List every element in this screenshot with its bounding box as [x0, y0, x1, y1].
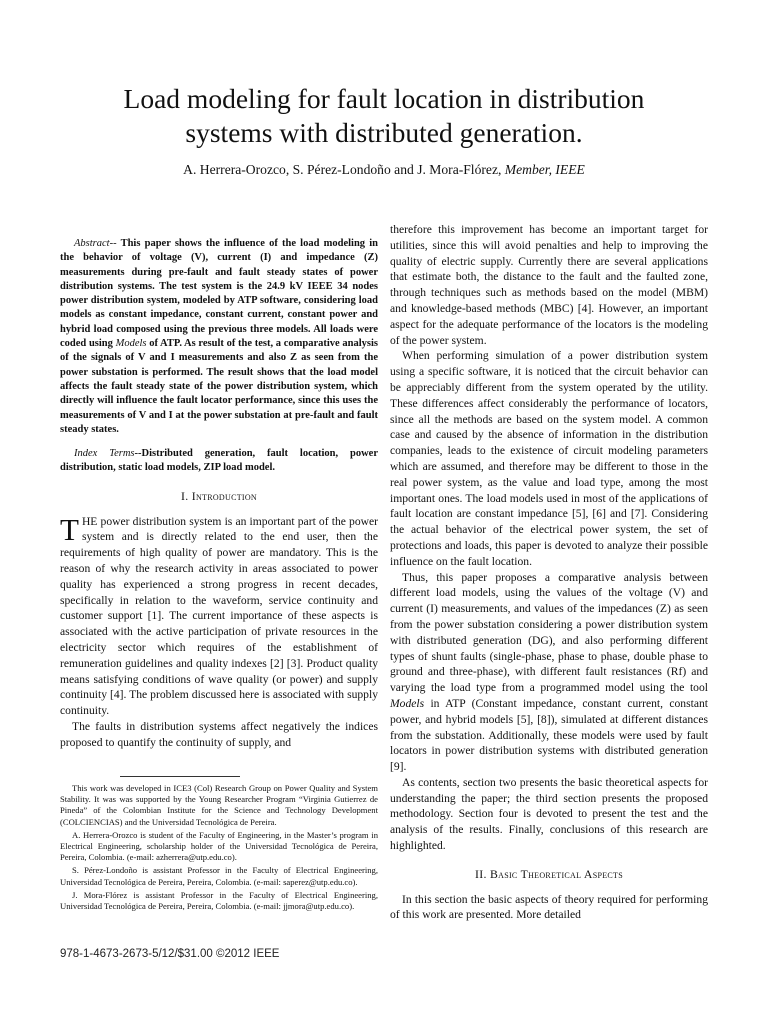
index-terms	[60, 447, 378, 476]
right-paragraph-3-text-a: Thus, this paper proposes a comparative analysis between different load models, using the values of the voltage (V) and current (I) measurements, and values of the impedances (Z) as seen from the power substation considering a power distribution system with distributed generation (DG), and also performing different types of shunt faults (single-phase, phase to phase, double phase to ground and three-phase), with different fault resistances (Rf) and varying the load type from a programmed model using the tool	[390, 570, 708, 695]
abstract-label: Abstract--	[74, 238, 117, 249]
footnotes	[60, 783, 378, 914]
copyright-notice: 978-1-4673-2673-5/12/$31.00 ©2012 IEEE	[60, 948, 280, 960]
abstract-text-2: of ATP. As result of the test, a comparative analysis of the signals of V and I measurements and also Z as seen from the power substation is performed. The result shows that the load model affects the fault steady state of the power distribution system, which directly will influence the fault locator performance, since this uses the measurements of V and I at the power substation at pre-fault and fault steady states.	[60, 338, 378, 435]
index-terms-text: --Distributed generation, fault location, power distribution, static load models, ZIP load model.	[60, 448, 379, 474]
footnote-author-2: S. Pérez-Londoño is assistant Professor in the Faculty of Electrical Engineering, Universidad Tecnológica de Pereira, Pereira, Colombia. (e-mail: saperez@utp.edu.co).	[60, 865, 378, 887]
footnote-rule	[120, 776, 240, 777]
right-paragraph-3	[390, 570, 708, 775]
abstract-models: Models	[115, 338, 147, 350]
section-1-heading: I. Introduction	[180, 488, 258, 503]
abstract-text-1: This paper shows the influence of the load modeling in the behavior of voltage (V), current (I) and impedance (Z) measurements during pre-fault and fault steady states of power distribution systems. The test system is the 24.9 kV IEEE 34 nodes power distribution system, modeled by ATP software, considering load models as constant impedance, constant current, constant power and hybrid load composed using the previous three models. All loads were coded using	[60, 238, 378, 350]
abstract	[60, 237, 378, 437]
right-column	[390, 222, 708, 923]
right-paragraph-3-text-b: in ATP (Constant impedance, constant current, constant power, and hybrid models [5], [8]), simulated at different distances from the substation. Additionally, these models were used by fault locators in power distribution systems with distributed generation [9].	[390, 696, 708, 774]
index-terms-label: Index Terms	[74, 448, 135, 460]
paper-title	[40, 82, 728, 150]
footnote-author-3: J. Mora-Flórez is assistant Professor in the Faculty of Electrical Engineering, Universidad Tecnológica de Pereira, Pereira, Colombia. (e-mail: jjmora@utp.edu.co).	[60, 889, 378, 912]
author-line	[40, 161, 728, 179]
footnote-author-1: A. Herrera-Orozco is student of the Faculty of Engineering, in the Master’s program in Electrical Engineering, scholarship holder of the Universidad Tecnológica de Pereira, Pereira, Colombia. (e-mail: azherrera@utp.edu.co).	[60, 829, 378, 863]
right-paragraph-3-models: Models	[390, 696, 425, 710]
author-names: A. Herrera-Orozco, S. Pérez-Londoño and J. Mora-Flórez,	[183, 162, 502, 177]
right-paragraph-2: When performing simulation of a power distribution system using a specific software, it is noticed that the circuit behavior can be appreciably different from the system operated by the utility. These differences affect considerably the performance of locators, since all the methods are based on the system model. A common case and caused by the absence of information in the distribution companies, leads to the existence of circuit modeling parameters which are assumed, and therefore may be different to those in the real power system, as the value and load type, among the most important ones. The load models used in most of the applications of fault location are constant impedance [5], [6] and [7]. Considering the actual behavior of the electrical power system, the set of protections and loads, this paper is devoted to analyze their possible influence on the fault location.	[390, 349, 708, 568]
title-line-2: systems with distributed generation.	[185, 117, 583, 148]
intro-paragraph-2: The faults in distribution systems affect negatively the indices proposed to quantify the continuity of supply, and	[60, 719, 378, 749]
right-paragraph-1: therefore this improvement has become an important target for utilities, since this will avoid penalties and help to improving the quality of electric supply. Currently there are several applications that estimate both, the distance to the fault and the faulted zone, through techniques such as methods based on the model (MBM) and knowledge-based methods (MBC) [4]. However, an important aspect for the adequate performance of the locators is the modeling of the power system.	[390, 223, 708, 347]
member-designation: Member, IEEE	[504, 162, 585, 177]
footnote-funding: This work was developed in ICE3 (Col) Research Group on Power Quality and System Stability. It was was supported by the Young Researcher Program “Virginia Gutierrez de Pineda” of the Colombian Institute for the Science and Technology Development (COLCIENCIAS) and the Universidad Tecnológica de Pereira.	[60, 783, 378, 827]
intro-paragraph-1	[60, 511, 378, 719]
left-column	[60, 237, 378, 751]
title-line-1: Load modeling for fault location in distribution	[123, 83, 645, 114]
right-paragraph-4: As contents, section two presents the basic theoretical aspects for understanding the paper; the third section presents the proposed methodology. Section four is devoted to present the test and the analysis of the results. Finally, conclusions of this research are highlighted.	[390, 775, 708, 853]
drop-cap: T	[60, 511, 79, 547]
intro-paragraph-1-text: HE power distribution system is an important part of the power system and is directly related to the end user, then the requirements of high quality of power are mandatory. This is the reason of why the research activity in areas associated to power quality has experienced a strong progress in recent decades, specifically in relation to the waveform, service continuity and customer support [1]. The current importance of these aspects is associated with the active participation of private resources in the electricity sector which requires of the establishment of remuneration guidelines and quality indexes [2] [3]. Product quality means satisfying conditions of wave quality (or power) and supply continuity [4]. The problem discussed here is associated with supply continuity.	[60, 514, 378, 718]
right-paragraph-5: In this section the basic aspects of theory required for performing of this work are presented. More detailed	[390, 892, 708, 922]
section-2-heading: II. Basic Theoretical Aspects	[475, 866, 623, 881]
